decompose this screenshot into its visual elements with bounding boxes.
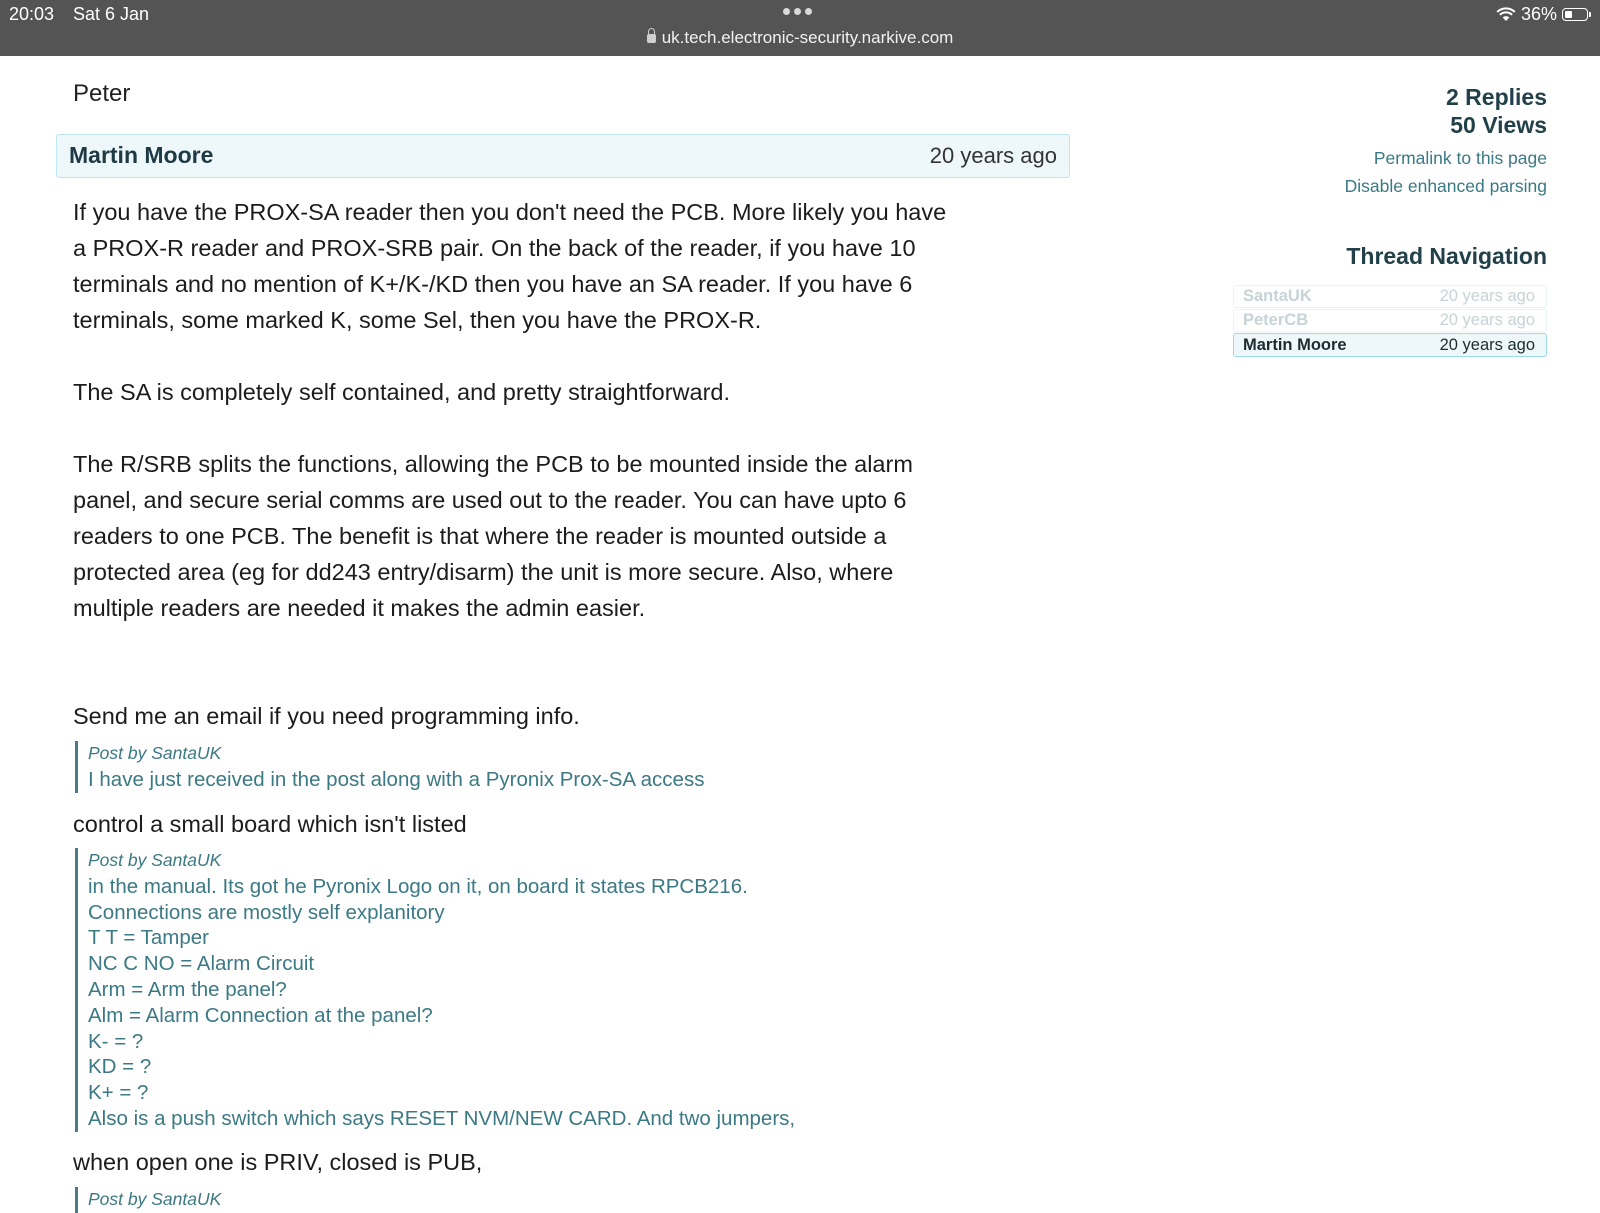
quote-line: in the manual. Its got he Pyronix Logo on it, on board it states RPCB216. (88, 874, 748, 898)
post-paragraph: The R/SRB splits the functions, allowing the PCB to be mounted inside the alarm panel, and secure serial comms are used out to the reader. You can have upto 6 readers to one PCB. The benefit is that where the reader is mounted outside a protected area (eg for dd243 entry/disarm) the unit is more secure. Also, where multiple readers are needed it makes the admin easier. (73, 451, 913, 621)
thread-nav-date: 20 years ago (1439, 335, 1535, 354)
quote-attribution: Post by SantaUK (88, 850, 222, 870)
post-paragraph: If you have the PROX-SA reader then you don't need the PCB. More likely you have a PROX-R reader and PROX-SRB pair. On the back of the reader, if you have 10 terminals and no mention of K+/K-/KD then you have an SA reader. If you have 6 terminals, some marked K, some Sel, then you have the PROX-R. (73, 199, 947, 333)
quoted-post (75, 741, 988, 793)
quote-line: K+ = ? (88, 1081, 149, 1105)
system-indicators (1496, 4, 1588, 25)
thread-nav-item-current[interactable] (1233, 333, 1547, 357)
quote-line: K- = ? (88, 1029, 144, 1053)
permalink-link[interactable]: Permalink to this page (1373, 148, 1547, 168)
quote-line: T T = Tamper (88, 926, 209, 950)
thread-nav-item[interactable] (1233, 309, 1547, 332)
post-paragraph: when open one is PRIV, closed is PUB, (73, 1149, 483, 1175)
quote-line: Also is a push switch which says RESET NVM/NEW CARD. And two jumpers, (88, 1106, 796, 1130)
thread-nav-item[interactable] (1233, 285, 1547, 308)
view-count: 50 Views (1450, 112, 1547, 138)
clock-time: 20:03 (9, 4, 55, 24)
thread-navigation-title: Thread Navigation (1346, 243, 1547, 269)
post-header (56, 134, 1070, 178)
battery-icon (1562, 8, 1588, 21)
clock-date: Sat 6 Jan (73, 4, 150, 24)
post-author[interactable]: Martin Moore (69, 142, 214, 168)
thread-nav-author: Martin Moore (1243, 335, 1347, 354)
thread-nav-date: 20 years ago (1439, 287, 1535, 305)
battery-percent: 36% (1520, 4, 1557, 24)
previous-post-signature: Peter (73, 80, 131, 107)
lock-icon (647, 34, 656, 43)
quote-line: NC C NO = Alarm Circuit (88, 952, 315, 976)
quote-line: Alm = Alarm Connection at the panel? (88, 1003, 433, 1027)
post-date[interactable]: 20 years ago (929, 143, 1057, 168)
quote-line: I have just received in the post along with a Pyronix Prox-SA access (88, 767, 705, 791)
reply-count: 2 Replies (1446, 84, 1547, 110)
quote-line: KD = ? (88, 1055, 152, 1079)
post-paragraph: control a small board which isn't listed (73, 811, 467, 837)
more-options-icon[interactable] (783, 8, 812, 15)
quoted-post (75, 848, 988, 1132)
thread-nav-author: SantaUK (1243, 287, 1312, 305)
address-bar[interactable] (0, 28, 1600, 48)
quote-line: Connections are mostly self explanitory (88, 900, 445, 924)
browser-status-bar (0, 0, 1600, 56)
quote-attribution: Post by SantaUK (88, 743, 222, 763)
quote-line: Arm = Arm the panel? (88, 977, 287, 1001)
post-paragraph: Send me an email if you need programming info. (73, 703, 580, 729)
post-paragraph: The SA is completely self contained, and pretty straightforward. (73, 379, 731, 405)
url-text: uk.tech.electronic-security.narkive.com (661, 28, 954, 47)
quote-attribution: Post by SantaUK (88, 1189, 222, 1209)
disable-parsing-link[interactable]: Disable enhanced parsing (1344, 176, 1547, 196)
thread-nav-date: 20 years ago (1439, 311, 1535, 329)
wifi-icon (1496, 7, 1516, 22)
thread-nav-author: PeterCB (1243, 311, 1309, 329)
